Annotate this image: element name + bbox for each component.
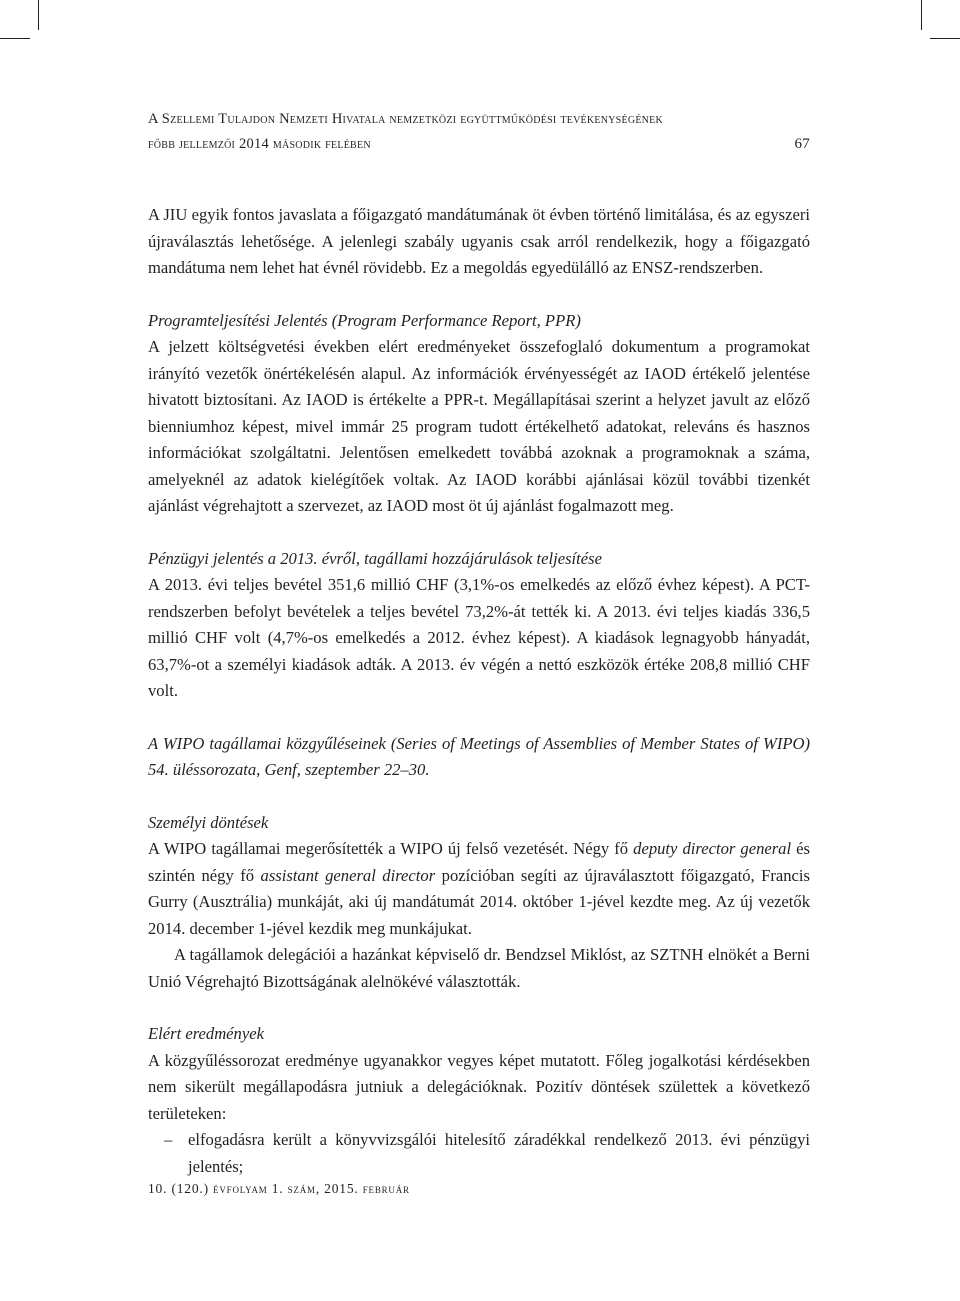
personal-section-title: Személyi döntések <box>148 812 269 832</box>
personal-section-paragraph-1: A WIPO tagállamai megerősítették a WIPO új felső vezetését. Négy fő deputy director general és szintén négy fő assistant general director pozícióban segíti az újraválasztott főigazgató, Francis Gurry (Ausztrália) munkáját, aki új mandátumát 2014. október 1-jével kezdte meg. Az új vezetők 2014. december 1-jével kezdik meg munkájukat. <box>148 839 810 938</box>
results-section-body: A közgyűléssorozat eredménye ugyanakkor vegyes képet mutatott. Főleg jogalkotási kérdésekben nem sikerült megállapodásra jutniuk a delegációknak. Pozitív döntések születtek a következő területeken: <box>148 1050 810 1123</box>
page-number: 67 <box>794 136 810 152</box>
crop-mark-top-right <box>921 0 922 30</box>
dash-bullet: – <box>164 1130 173 1149</box>
personal-section-paragraph-2: A tagállamok delegációi a hazánkat képviselő dr. Bendzsel Miklóst, az SZTNH elnökét a Berni Unió Végrehajtó Bizottságának alelnökévé választották. <box>148 945 810 991</box>
finance-section-body: A 2013. évi teljes bevétel 351,6 millió CHF (3,1%-os emelkedés az előző évhez képest). A PCT-rendszerben befolyt bevételek a teljes bevétel 73,2%-át tették ki. A 2013. évi teljes kiadás 336,5 millió CHF volt (4,7%-os emelkedés a 2012. évhez képest). A kiadások legnagyobb hányadát, 63,7%-ot a személyi kiadások adták. A 2013. év végén a nettó eszközök értéke 208,8 millió CHF volt. <box>148 575 810 700</box>
page-content <box>148 202 810 1180</box>
running-header <box>148 107 810 157</box>
crop-mark-top-left-h <box>0 38 30 39</box>
running-footer: 10. (120.) évfolyam 1. szám, 2015. február <box>148 1181 410 1196</box>
assistant-general-director-term: assistant general director <box>260 865 436 885</box>
ppr-section-title: Programteljesítési Jelentés (Program Performance Report, PPR) <box>148 310 581 330</box>
list-item <box>148 1127 810 1180</box>
crop-mark-top-left <box>38 0 39 30</box>
assemblies-section-title: A WIPO tagállamai közgyűléseinek (Series of Meetings of Assemblies of Member States of WIPO) 54. üléssorozata, Genf, szeptember 22–30. <box>148 733 810 779</box>
ppr-section-body: A jelzett költségvetési években elért eredményeket összefoglaló dokumentum a programokat irányító vezetők önértékelésén alapul. Az információk érvényességét az IAOD értékelő jelentése hivatott biztosítani. Az IAOD is értékelte a PPR-t. Megállapításai szerint a helyzet javult az előző bienniumhoz képest, mivel immár 25 program tudott értékelhető adatokat, releváns és hasznos információkat szolgáltatni. Jelentősen emelkedett továbbá azoknak a programoknak a száma, amelyeknél az adatok kielégítőek voltak. Az IAOD korábbi ajánlásai közül további tizenkét ajánlást végrehajtott a szervezet, az IAOD most öt új ajánlást fogalmazott meg. <box>148 337 810 515</box>
header-line-1: A Szellemi Tulajdon Nemzeti Hivatala nemzetközi együttműködési tevékenységének <box>148 111 663 127</box>
results-section-title: Elért eredmények <box>148 1024 264 1043</box>
crop-mark-top-right-h <box>930 38 960 39</box>
finance-section-title: Pénzügyi jelentés a 2013. évről, tagállami hozzájárulások teljesítése <box>148 548 602 568</box>
list-item-text: elfogadásra került a könyvvizsgálói hitelesítő záradékkal rendelkező 2013. évi pénzügyi jelentés; <box>188 1130 810 1176</box>
deputy-director-general-term: deputy director general <box>633 839 792 858</box>
header-line-2: főbb jellemzői 2014 második felében <box>148 136 371 152</box>
intro-paragraph: A JIU egyik fontos javaslata a főigazgató mandátumának öt évben történő limitálása, és az egyszeri újraválasztás lehetősége. A jelenlegi szabály ugyanis csak arról rendelkezik, hogy a főigazgató mandátuma nem lehet hat évnél rövidebb. Ez a megoldás egyedülálló az ENSZ-rendszerben. <box>148 205 810 277</box>
